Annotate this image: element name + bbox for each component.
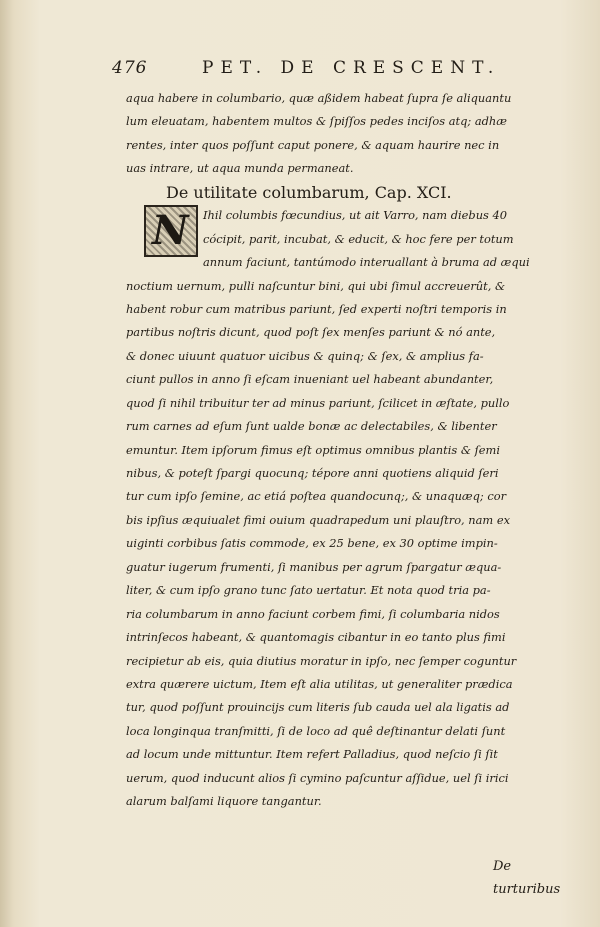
text-line: alarum balſami liquore tangantur. [126,794,322,809]
text-line: ad locum unde mittuntur. Item refert Palladius, quod neſcio ſi ſit [126,747,498,762]
page-header [112,58,512,84]
text-line: quod ſi nihil tribuitur ter ad minus pariunt, ſcilicet in æſtate, pullo [126,395,510,410]
text-line: emuntur. Item ipſorum fimus eſt optimus omnibus plantis & ſemi [126,442,500,457]
text-line: ciunt pullos in anno ſi eſcam inueniant uel habeant abundanter, [126,372,494,387]
running-head: PET. DE CRESCENT. [202,58,501,78]
text-line: lum eleuatam, habentem multos & ſpiſſos pedes inciſos atq; adhæ [126,114,507,129]
text-line: habent robur cum matribus pariunt, ſed experti noſtri temporis in [126,301,507,316]
text-line: extra quærere uictum, Item eſt alia utilitas, ut generaliter prædica [126,676,513,691]
text-line: & donec uiuunt quatuor uicibus & quinq; & ſex, & amplius fa- [126,348,484,363]
initial-letter: N [152,207,189,254]
folio-number: 476 [112,58,148,78]
text-line: uerum, quod inducunt alios ſi cymino paſcuntur aſſidue, uel ſi irici [126,770,509,785]
text-line: partibus noſtris dicunt, quod poſt ſex menſes pariunt & nó ante, [126,325,496,340]
text-line: tur cum ipſo ſemine, ac etiá poſtea quandocunq;, & unaquæq; cor [126,489,507,504]
text-line: intrinſecos habeant, & quantomagis cibantur in eo tanto plus fimi [126,630,506,645]
text-line: liter, & cum ipſo grano tunc ſato uertatur. Et nota quod tria pa- [126,583,491,598]
text-line: uas intrare, ut aqua munda permaneat. [126,161,354,176]
text-line: guatur iugerum frumenti, ſi manibus per agrum ſpargatur æqua- [126,559,502,574]
text-line: rum carnes ad eſum ſunt ualde bonæ ac delectabiles, & libenter [126,419,497,434]
text-line: uiginti corbibus ſatis commode, ex 25 bene, ex 30 optime impin- [126,536,498,551]
text-line: rentes, inter quos poſſunt caput ponere, & aquam haurire nec in [126,137,500,152]
text-line: cócipit, parit, incubat, & educit, & hoc fere per totum [203,231,514,246]
text-line: recipietur ab eis, quia diutius moratur in ipſo, nec ſemper coguntur [126,653,517,668]
text-block [126,87,566,897]
text-line: Ihil columbis fœcundius, ut ait Varro, nam diebus 40 [203,208,507,223]
text-line: bis ipſius æquiualet fimi ouium quadrapedum uni plauſtro, nam ex [126,512,511,527]
catchword: De turturibus [493,859,561,897]
text-line: ria columbarum in anno faciunt corbem fimi, ſi columbaria nidos [126,606,500,621]
text-line: annum faciunt, tantúmodo interuallant à bruma ad æqui [203,255,530,270]
decorated-initial [144,205,198,257]
text-line: noctium uernum, pulli naſcuntur bini, qui ubi ſimul accreuerût, & [126,278,506,293]
text-line: aqua habere in columbario, quæ aßidem habeat ſupra ſe aliquantu [126,91,512,105]
text-line: tur, quod poſſunt prouincijs cum literis ſub cauda uel ala ligatis ad [126,700,510,715]
text-line: loca longinqua tranſmitti, ſi de loco ad quê deſtinantur delati ſunt [126,723,506,738]
chapter-heading: De utilitate columbarum, Cap. XCI. [166,182,452,202]
text-line: nibus, & poteſt ſpargi quocunq; tépore anni quotiens aliquid ſeri [126,466,499,480]
